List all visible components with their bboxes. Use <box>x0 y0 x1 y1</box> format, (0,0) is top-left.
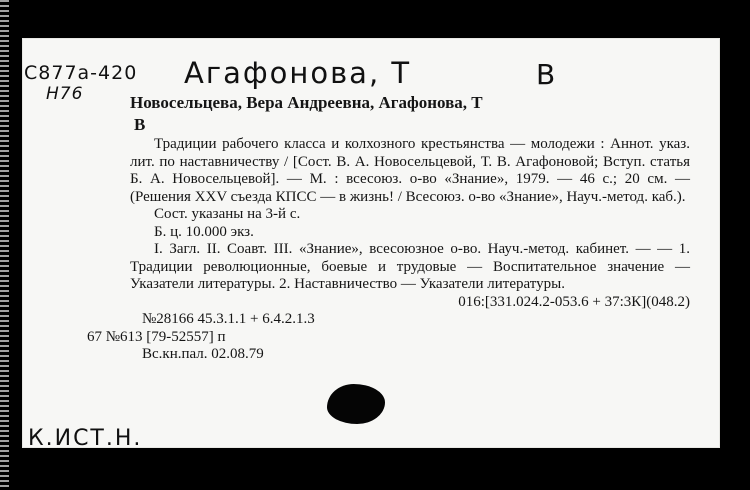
handwritten-call-number: С877а-420 <box>24 62 138 84</box>
entry-letter: В <box>134 115 146 134</box>
note-price-print-run: Б. ц. 10.000 экз. <box>154 223 254 240</box>
ink-blot <box>327 384 385 424</box>
handwritten-letter-note: В <box>536 58 557 91</box>
tracings: I. Загл. II. Соавт. III. «Знание», всесоюзное о-во. Науч.-метод. кабинет. — — 1. Традиции революционные, боевые и трудовые — Воспитательное значение — Указатели литературы. 2. Наставничество — Указатели литературы. <box>130 241 690 292</box>
printing-info: 67 №613 [79-52557] п <box>87 328 226 345</box>
udc-classification: 016:[331.024.2-053.6 + 37:3К](048.2) <box>458 293 690 310</box>
chamber-date: Вс.кн.пал. 02.08.79 <box>142 346 264 362</box>
handwritten-bottom-note: К.ИСТ.Н. <box>28 426 143 451</box>
scan-edge-strip <box>0 0 9 490</box>
entry-heading: Новосельцева, Вера Андреевна, Агафонова, Т <box>130 93 483 112</box>
note-compilers: Сост. указаны на 3-й с. <box>154 206 301 222</box>
handwritten-author-note: Агафонова, Т <box>184 56 412 90</box>
handwritten-author-mark: Н76 <box>46 84 84 104</box>
library-catalog-card <box>22 38 720 451</box>
card-body <box>87 136 690 364</box>
bibliographic-description: Традиции рабочего класса и колхозного крестьянства — молодежи : Аннот. указ. лит. по наставничеству / [Сост. В. А. Новосельцевой, Т. В. Агафоновой; Вступ. статья Б. А. Новосельцевой]. — М. : всесоюз. о-во «Знание», 1979. — 46 с.; 20 см. — (Решения XXV съезда КПСС — в жизнь! / Всесоюз. о-во «Знание», Науч.-метод. каб.). <box>130 136 690 205</box>
record-number: №28166 45.3.1.1 + 6.4.2.1.3 <box>142 311 315 327</box>
